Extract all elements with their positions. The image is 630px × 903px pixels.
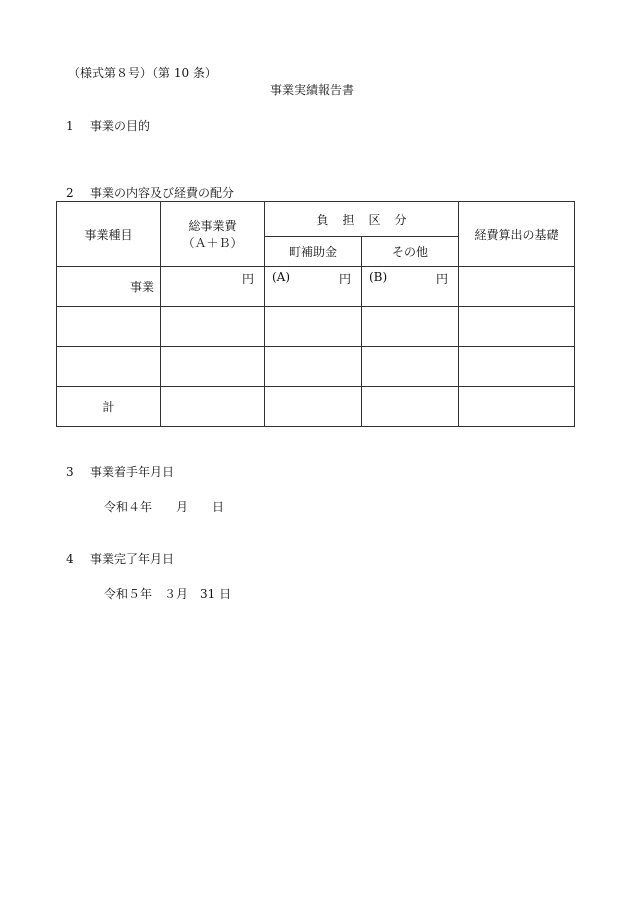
cell-other[interactable] <box>362 307 459 347</box>
header-town-subsidy: 町補助金 <box>265 237 362 267</box>
mark-a: (A) <box>272 270 291 284</box>
cell-total-cost[interactable] <box>161 307 265 347</box>
cell-total-cost[interactable] <box>161 347 265 387</box>
cell-cost-basis[interactable] <box>459 387 575 427</box>
header-cost-basis: 経費算出の基礎 <box>459 202 575 267</box>
header-burden-division <box>265 202 459 237</box>
section-4-number: 4 <box>66 552 74 566</box>
table-row <box>57 347 575 387</box>
yen-unit: 円 <box>241 272 254 286</box>
section-2-heading <box>66 184 234 201</box>
header-total-cost <box>161 202 265 267</box>
mark-b: (B) <box>369 270 388 284</box>
section-3-heading <box>66 463 174 480</box>
form-number: （様式第８号）（第 10 条） <box>68 66 217 80</box>
row-project-label: 事業 <box>57 267 161 307</box>
header-total-cost-formula: （Ａ＋Ｂ） <box>182 236 243 250</box>
cell-town-subsidy[interactable] <box>265 267 362 307</box>
cell-total-cost[interactable] <box>161 267 265 307</box>
table-row <box>57 307 575 347</box>
section-2-label: 事業の内容及び経費の配分 <box>90 186 235 200</box>
cell-other[interactable] <box>362 347 459 387</box>
cell-town-subsidy[interactable] <box>265 387 362 427</box>
start-date-value: 令和４年 月 日 <box>104 500 225 514</box>
row-total-label: 計 <box>57 387 161 427</box>
completion-date-value: 令和５年 ３月 31 日 <box>104 587 232 601</box>
section-1-number: 1 <box>66 119 74 133</box>
document-title: 事業実績報告書 <box>270 83 355 97</box>
cell-other[interactable] <box>362 267 459 307</box>
header-project-type: 事業種目 <box>57 202 161 267</box>
header-total-cost-label: 総事業費 <box>188 219 237 233</box>
section-3-number: 3 <box>66 465 74 479</box>
cell-total-cost[interactable] <box>161 387 265 427</box>
cell-cost-basis[interactable] <box>459 347 575 387</box>
yen-unit: 円 <box>338 272 351 286</box>
cell-cost-basis[interactable] <box>459 307 575 347</box>
cell-town-subsidy[interactable] <box>265 347 362 387</box>
cell-other[interactable] <box>362 387 459 427</box>
cost-allocation-table <box>56 201 575 427</box>
cell-cost-basis[interactable] <box>459 267 575 307</box>
section-2-number: 2 <box>66 186 74 200</box>
section-1-heading <box>66 117 150 134</box>
yen-unit: 円 <box>436 272 449 286</box>
table-total-row <box>57 387 575 427</box>
cell-town-subsidy[interactable] <box>265 307 362 347</box>
section-3-label: 事業着手年月日 <box>90 465 175 479</box>
header-burden-label: 負担区分 <box>316 212 421 227</box>
header-other: その他 <box>362 237 459 267</box>
table-row <box>57 267 575 307</box>
section-4-heading <box>66 550 174 567</box>
cell-project-type[interactable] <box>57 347 161 387</box>
cell-project-type[interactable] <box>57 307 161 347</box>
section-1-label: 事業の目的 <box>90 119 151 133</box>
section-4-label: 事業完了年月日 <box>90 552 175 566</box>
